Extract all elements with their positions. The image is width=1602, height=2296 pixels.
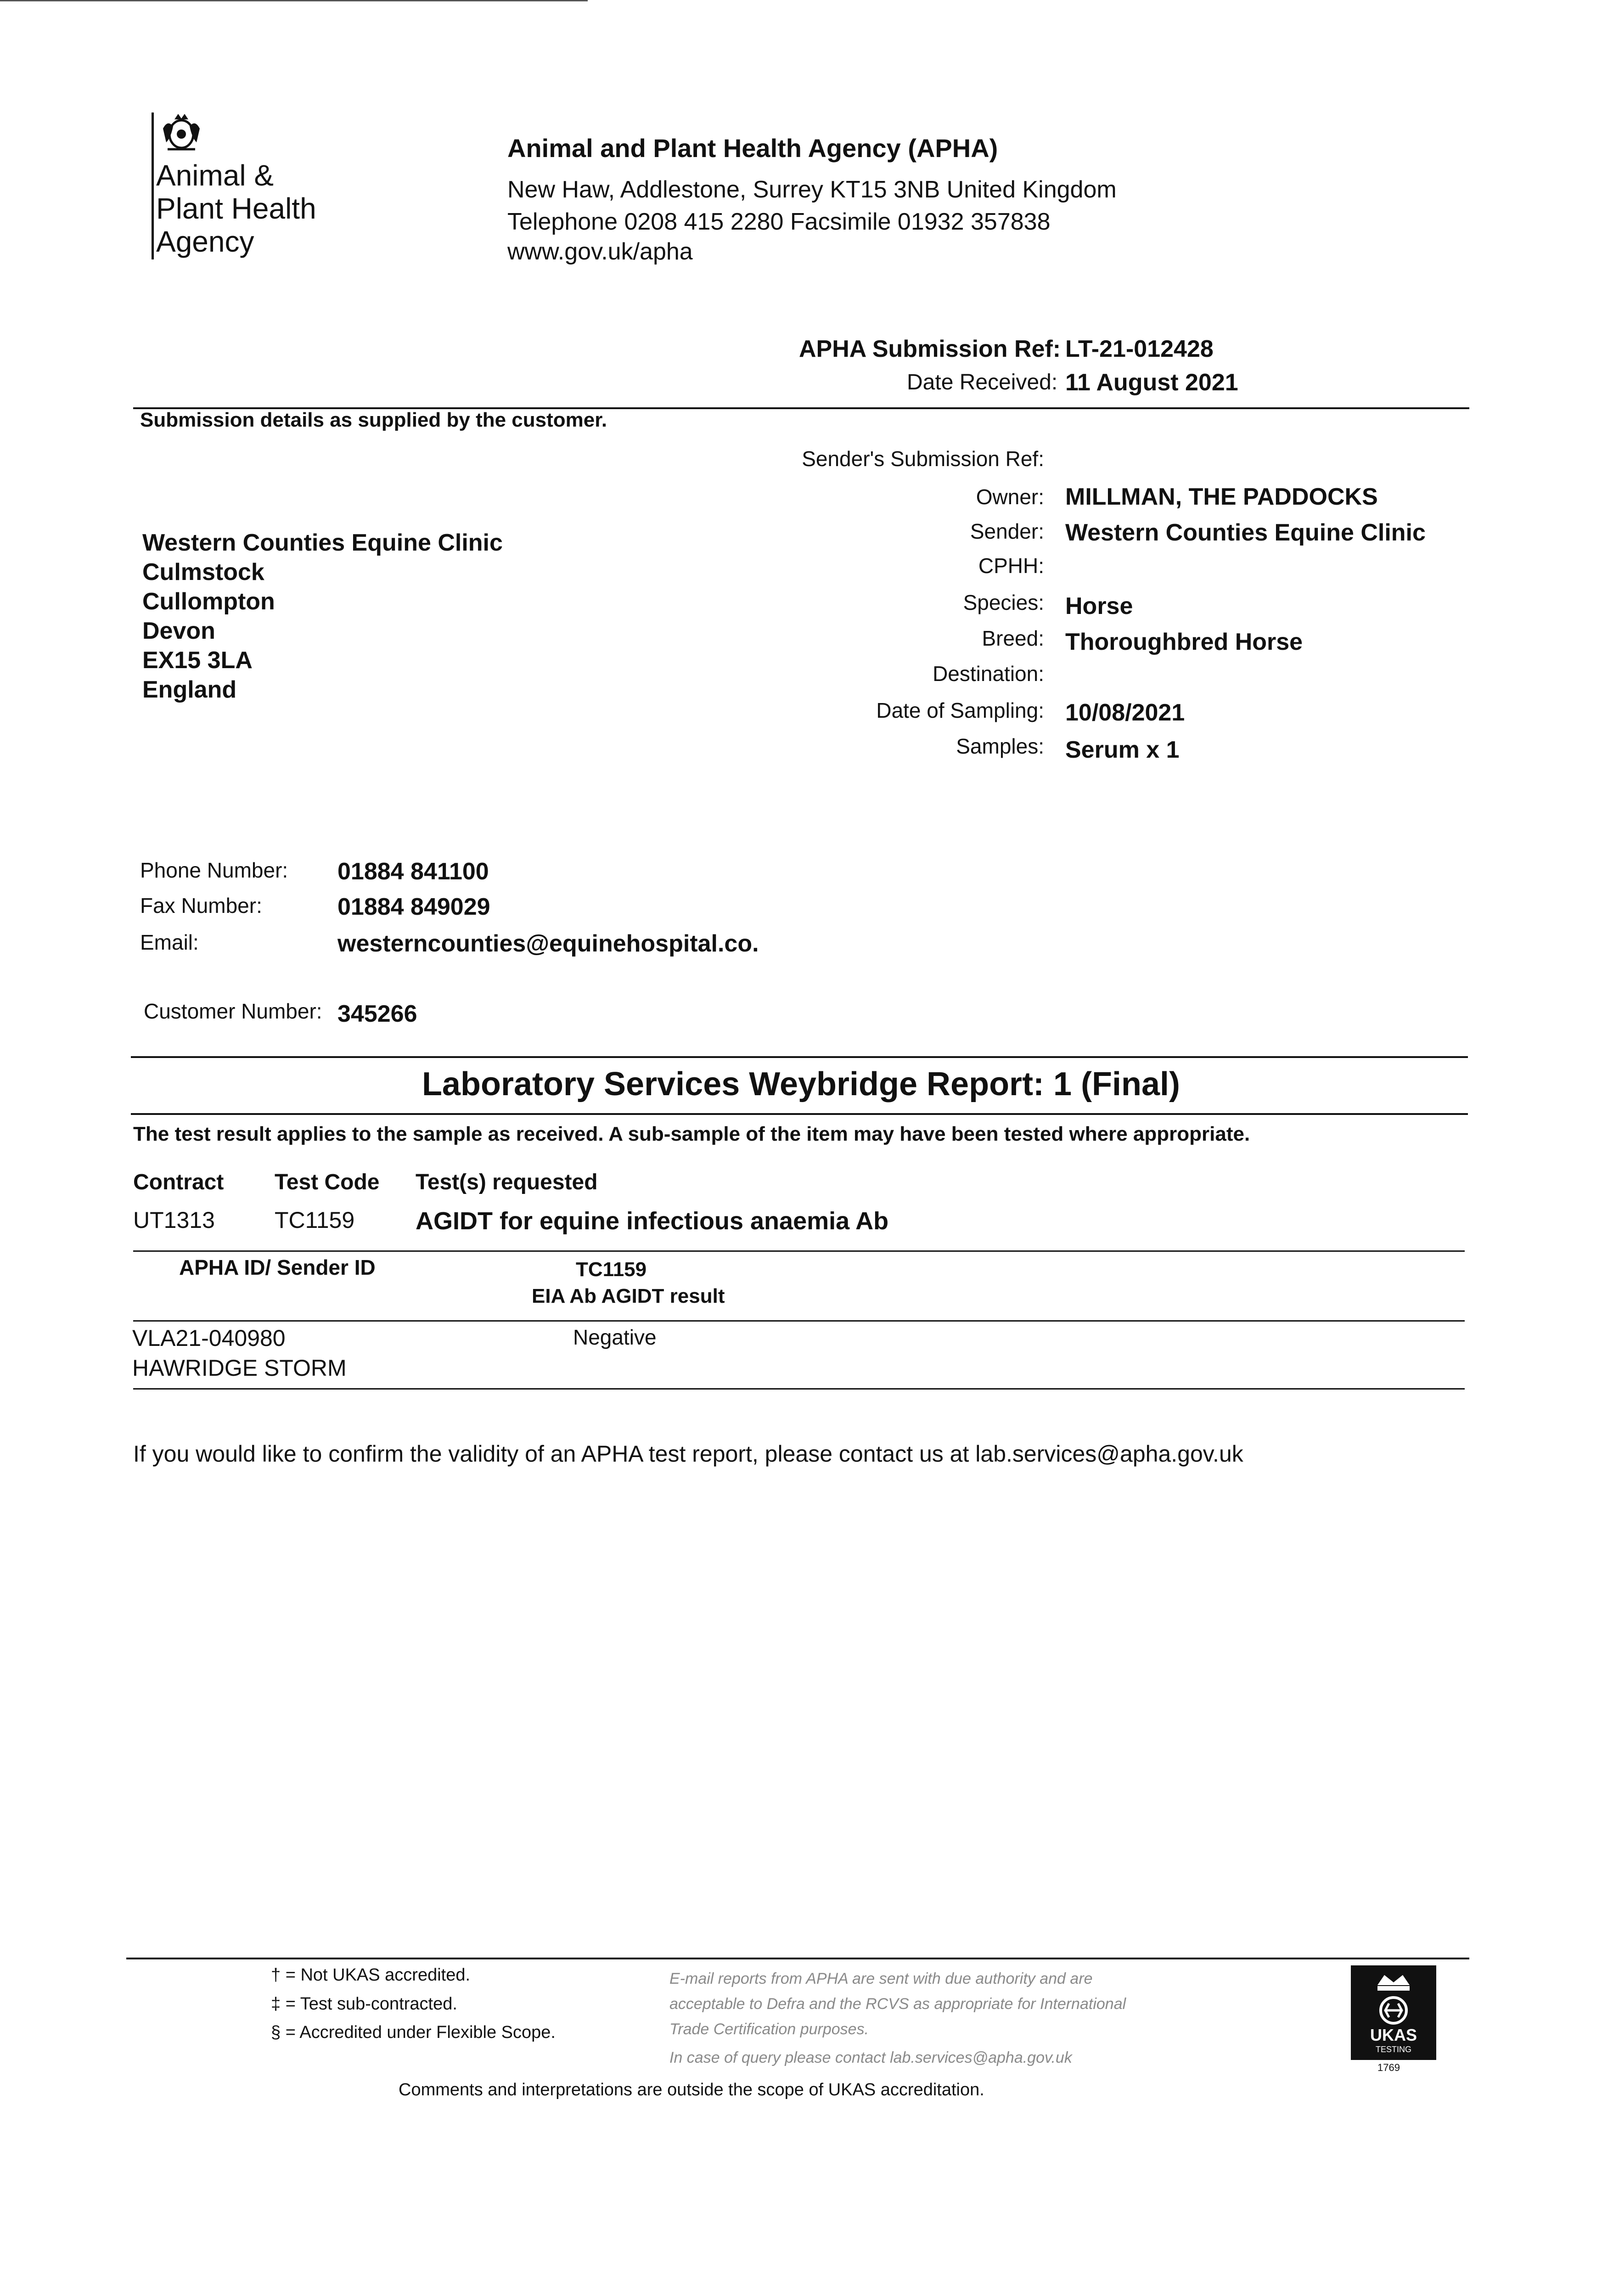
top-scan-edge xyxy=(0,0,588,1)
results-col-code: TC1159 xyxy=(576,1258,647,1281)
footer-comments: Comments and interpretations are outside the scope of UKAS accreditation. xyxy=(399,2080,984,2099)
result-value: Negative xyxy=(573,1325,657,1349)
report-title: Laboratory Services Weybridge Report: 1 (Final) xyxy=(422,1066,1180,1103)
test-requested-value: AGIDT for equine infectious anaemia Ab xyxy=(416,1207,889,1235)
results-bottom-rule xyxy=(133,1388,1465,1390)
customer-number-value: 345266 xyxy=(337,1001,417,1027)
sample-id: VLA21-040980 xyxy=(132,1325,286,1351)
detail-label-sender-ref: Sender's Submission Ref: xyxy=(802,447,1044,471)
address-line-postcode: EX15 3LA xyxy=(142,647,253,674)
col-tests-requested: Test(s) requested xyxy=(416,1170,598,1194)
submission-ref-label: APHA Submission Ref: xyxy=(799,336,1061,362)
report-top-rule xyxy=(131,1056,1468,1058)
logo-text-line1: Animal & xyxy=(156,159,274,192)
ukas-mark xyxy=(1351,1965,1436,2060)
sender-id: HAWRIDGE STORM xyxy=(132,1355,347,1381)
results-top-rule xyxy=(133,1250,1465,1252)
detail-value-samples: Serum x 1 xyxy=(1065,737,1180,763)
email-value[interactable]: westerncounties@equinehospital.co. xyxy=(337,930,759,957)
detail-value-species: Horse xyxy=(1065,593,1133,619)
results-header-rule xyxy=(133,1320,1465,1322)
validity-note: If you would like to confirm the validity of an APHA test report, please contact us at lab.services@apha.gov.uk xyxy=(133,1441,1243,1467)
report-note: The test result applies to the sample as received. A sub-sample of the item may have been tested where appropriate. xyxy=(133,1123,1250,1145)
footer-email-note-2: acceptable to Defra and the RCVS as appropriate for International xyxy=(669,1995,1126,2013)
phone-label: Phone Number: xyxy=(140,858,288,882)
logo-text-line3: Agency xyxy=(156,225,254,258)
ukas-sublabel: TESTING xyxy=(1375,2045,1411,2054)
detail-label-owner: Owner: xyxy=(976,485,1044,509)
royal-crest-icon xyxy=(156,110,207,154)
customer-number-label: Customer Number: xyxy=(144,999,322,1023)
detail-label-destination: Destination: xyxy=(933,662,1044,686)
detail-value-sampling-date: 10/08/2021 xyxy=(1065,699,1185,726)
report-title-rule xyxy=(131,1113,1468,1115)
ukas-number: 1769 xyxy=(1377,2062,1400,2073)
footer-email-note-1: E-mail reports from APHA are sent with due authority and are xyxy=(669,1970,1093,1987)
address-line-village: Culmstock xyxy=(142,559,264,585)
footer-rule xyxy=(126,1958,1469,1959)
detail-label-species: Species: xyxy=(963,591,1044,614)
detail-value-sender: Western Counties Equine Clinic xyxy=(1065,519,1426,546)
fax-label: Fax Number: xyxy=(140,894,262,917)
footer-key-subcontracted: ‡ = Test sub-contracted. xyxy=(271,1994,457,2014)
phone-value: 01884 841100 xyxy=(337,858,489,885)
fax-value: 01884 849029 xyxy=(337,894,490,920)
address-line-county: Devon xyxy=(142,618,215,644)
footer-key-flexible-scope: § = Accredited under Flexible Scope. xyxy=(271,2023,556,2042)
results-col-id: APHA ID/ Sender ID xyxy=(179,1255,376,1279)
detail-label-sender: Sender: xyxy=(970,519,1044,543)
agency-website[interactable]: www.gov.uk/apha xyxy=(507,238,693,265)
logo-divider xyxy=(152,113,154,259)
detail-label-cphh: CPHH: xyxy=(978,554,1044,578)
detail-label-breed: Breed: xyxy=(982,626,1044,650)
footer-key-not-accredited: † = Not UKAS accredited. xyxy=(271,1965,471,1985)
detail-value-breed: Thoroughbred Horse xyxy=(1065,629,1303,655)
ukas-crown-icon xyxy=(1352,1967,1435,2026)
address-line-country: England xyxy=(142,676,237,703)
submission-ref-value: LT-21-012428 xyxy=(1065,336,1214,362)
submission-details-note: Submission details as supplied by the customer. xyxy=(140,409,607,431)
date-received-label: Date Received: xyxy=(907,370,1058,394)
detail-label-samples: Samples: xyxy=(956,734,1044,758)
test-code-value: TC1159 xyxy=(275,1207,355,1233)
address-line-town: Cullompton xyxy=(142,588,275,615)
detail-value-owner: MILLMAN, THE PADDOCKS xyxy=(1065,484,1378,510)
email-label: Email: xyxy=(140,930,199,954)
contract-value: UT1313 xyxy=(133,1207,215,1233)
agency-address: New Haw, Addlestone, Surrey KT15 3NB United Kingdom xyxy=(507,176,1117,203)
ukas-label: UKAS xyxy=(1370,2026,1417,2044)
footer-email-note-4: In case of query please contact lab.services@apha.gov.uk xyxy=(669,2049,1072,2066)
logo-text-line2: Plant Health xyxy=(156,192,316,225)
col-contract: Contract xyxy=(133,1170,224,1194)
col-test-code: Test Code xyxy=(275,1170,380,1194)
address-line-clinic: Western Counties Equine Clinic xyxy=(142,529,503,556)
agency-telephone: Telephone 0208 415 2280 Facsimile 01932 357838 xyxy=(507,208,1051,235)
detail-label-sampling-date: Date of Sampling: xyxy=(876,698,1044,722)
date-received-value: 11 August 2021 xyxy=(1065,369,1238,396)
agency-name: Animal and Plant Health Agency (APHA) xyxy=(507,134,998,163)
results-col-result: EIA Ab AGIDT result xyxy=(532,1285,725,1307)
footer-email-note-3: Trade Certification purposes. xyxy=(669,2020,869,2038)
